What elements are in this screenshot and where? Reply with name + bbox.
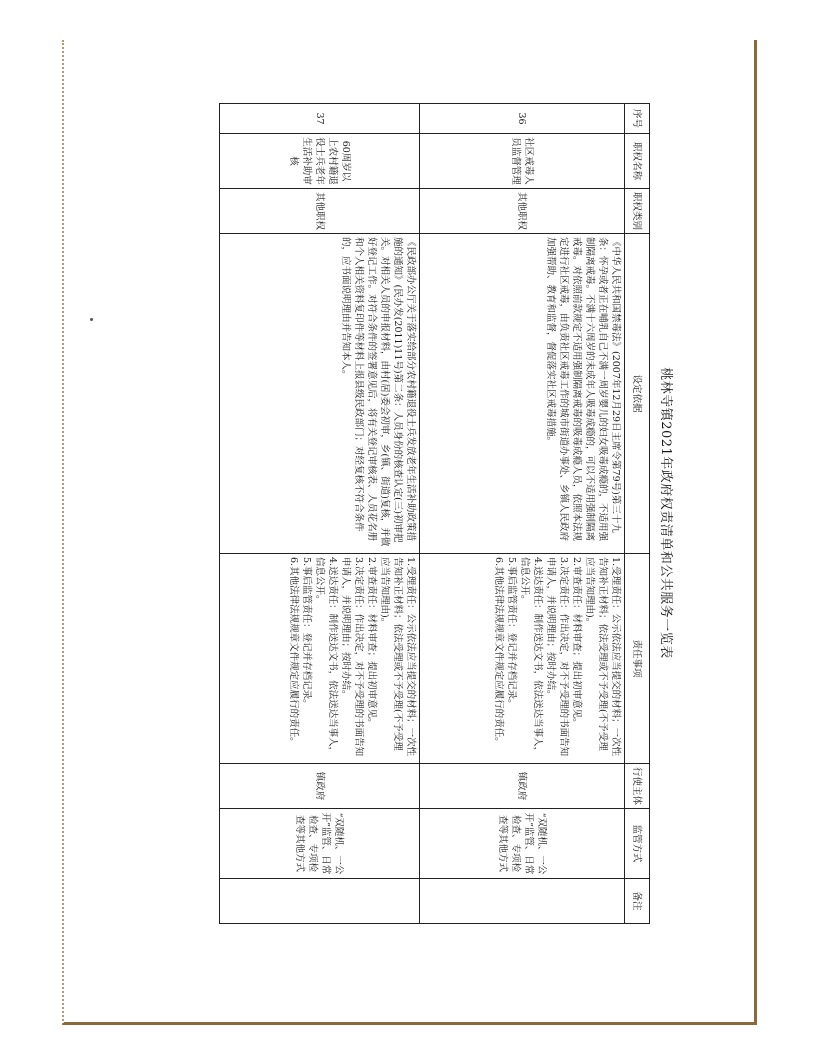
duty-item: 1.受理责任：公示依法应当提交的材料；一次性告知补正材料；依法受理或不予受理(不予受理应当告知理由)。 — [584, 557, 621, 757]
row-basis: 《民政部办公厅关于落实给部分农村籍退役士兵发放老年生活补助政策措施的通知》(民办发(2011)11号)第二条：人员身份的核查认定(三)初审把关。对相关人员的申报材料，由村(居)委会初审，乡(镇、街道)复核，并做好登记工作。对符合条件的签署意见后，将有关登记审核表、人员花名册和个人相关资料复印件等材料上报县级民政部门；对经复核不符合条件的，应书面说明理由并告知本人。 — [220, 234, 420, 554]
header-subject: 行使主体 — [625, 764, 650, 809]
header-seq: 序号 — [625, 104, 650, 134]
power-list-table — [219, 103, 650, 924]
scan-speck — [90, 318, 93, 321]
row-supervision: “双随机、一公开”监管、日常检查、专项检查等其他方式 — [220, 809, 420, 879]
table-row — [220, 104, 420, 924]
row-category: 其他职权 — [220, 189, 420, 234]
row-seq: 36 — [420, 104, 625, 134]
page-title: 桃林寺镇2021年政府权责清单和公共服务一览表 — [658, 367, 673, 659]
header-duties: 责任事项 — [625, 554, 650, 764]
table-row — [420, 104, 625, 924]
row-supervision: “双随机、一公开”监管、日常检查、专项检查等其他方式 — [420, 809, 625, 879]
rotated-page — [220, 103, 680, 923]
row-duties — [220, 554, 420, 764]
duty-item: 2.审查责任：材料审查；提出初审意见。 — [571, 557, 582, 728]
duty-item: 6.其他法律法规规章文件规定应履行的责任。 — [493, 557, 504, 747]
duty-item: 6.其他法律法规规章文件规定应履行的责任。 — [288, 557, 299, 747]
duty-item: 4.送达责任：制作送达文书，依法送达当事人，信息公开。 — [314, 557, 338, 757]
header-remark: 备注 — [625, 879, 650, 924]
duty-item: 2.审查责任：材料审查；提出初审意见。 — [366, 557, 377, 728]
duty-item: 5.事后监管责任：登记并存档记录。 — [506, 557, 517, 709]
duty-item: 4.送达责任：制作送达文书，依法送达当事人，信息公开。 — [519, 557, 543, 757]
duty-item: 3.决定责任：作出决定，对不予受理的书面告知申请人，并说明理由；按时办结。 — [340, 557, 364, 757]
page-content — [220, 103, 680, 923]
row-duties — [420, 554, 625, 764]
row-subject: 镇政府 — [420, 764, 625, 809]
duty-item: 1.受理责任：公示依法应当提交的材料；一次性告知补正材料；依法受理或不予受理(不予受理应当告知理由)。 — [379, 557, 416, 757]
header-row — [625, 104, 650, 924]
header-basis: 设定依据 — [625, 234, 650, 554]
row-subject: 镇政府 — [220, 764, 420, 809]
row-name: 60周岁以上农村籍退役士兵老年生活补助审核 — [220, 134, 420, 189]
row-remark — [420, 879, 625, 924]
duty-item: 3.决定责任：作出决定，对不予受理的书面告知申请人，并说明理由；按时办结。 — [545, 557, 569, 757]
header-supervision: 监管方式 — [625, 809, 650, 879]
row-name: 社区戒毒人员监督管理 — [420, 134, 625, 189]
row-seq: 37 — [220, 104, 420, 134]
row-category: 其他职权 — [420, 189, 625, 234]
row-remark — [220, 879, 420, 924]
header-name: 职权名称 — [625, 134, 650, 189]
row-basis: 《中华人民共和国禁毒法》(2007年12月29日主席令第79号)第三十九条：怀孕或者正在哺乳自己不满一周岁婴儿的妇女吸毒成瘾的，不适用强制隔离戒毒。不满十六周岁的未成年人吸毒成瘾的，可以不适用强制隔离戒毒。对依照前款规定不适用强制隔离戒毒的吸毒成瘾人员，依照本法规定进行社区戒毒，由负责社区戒毒工作的城市街道办事处、乡镇人民政府加强帮助、教育和监督，督促落实社区戒毒措施。 — [420, 234, 625, 554]
header-category: 职权类别 — [625, 189, 650, 234]
duty-item: 5.事后监管责任：登记并存档记录。 — [301, 557, 312, 709]
